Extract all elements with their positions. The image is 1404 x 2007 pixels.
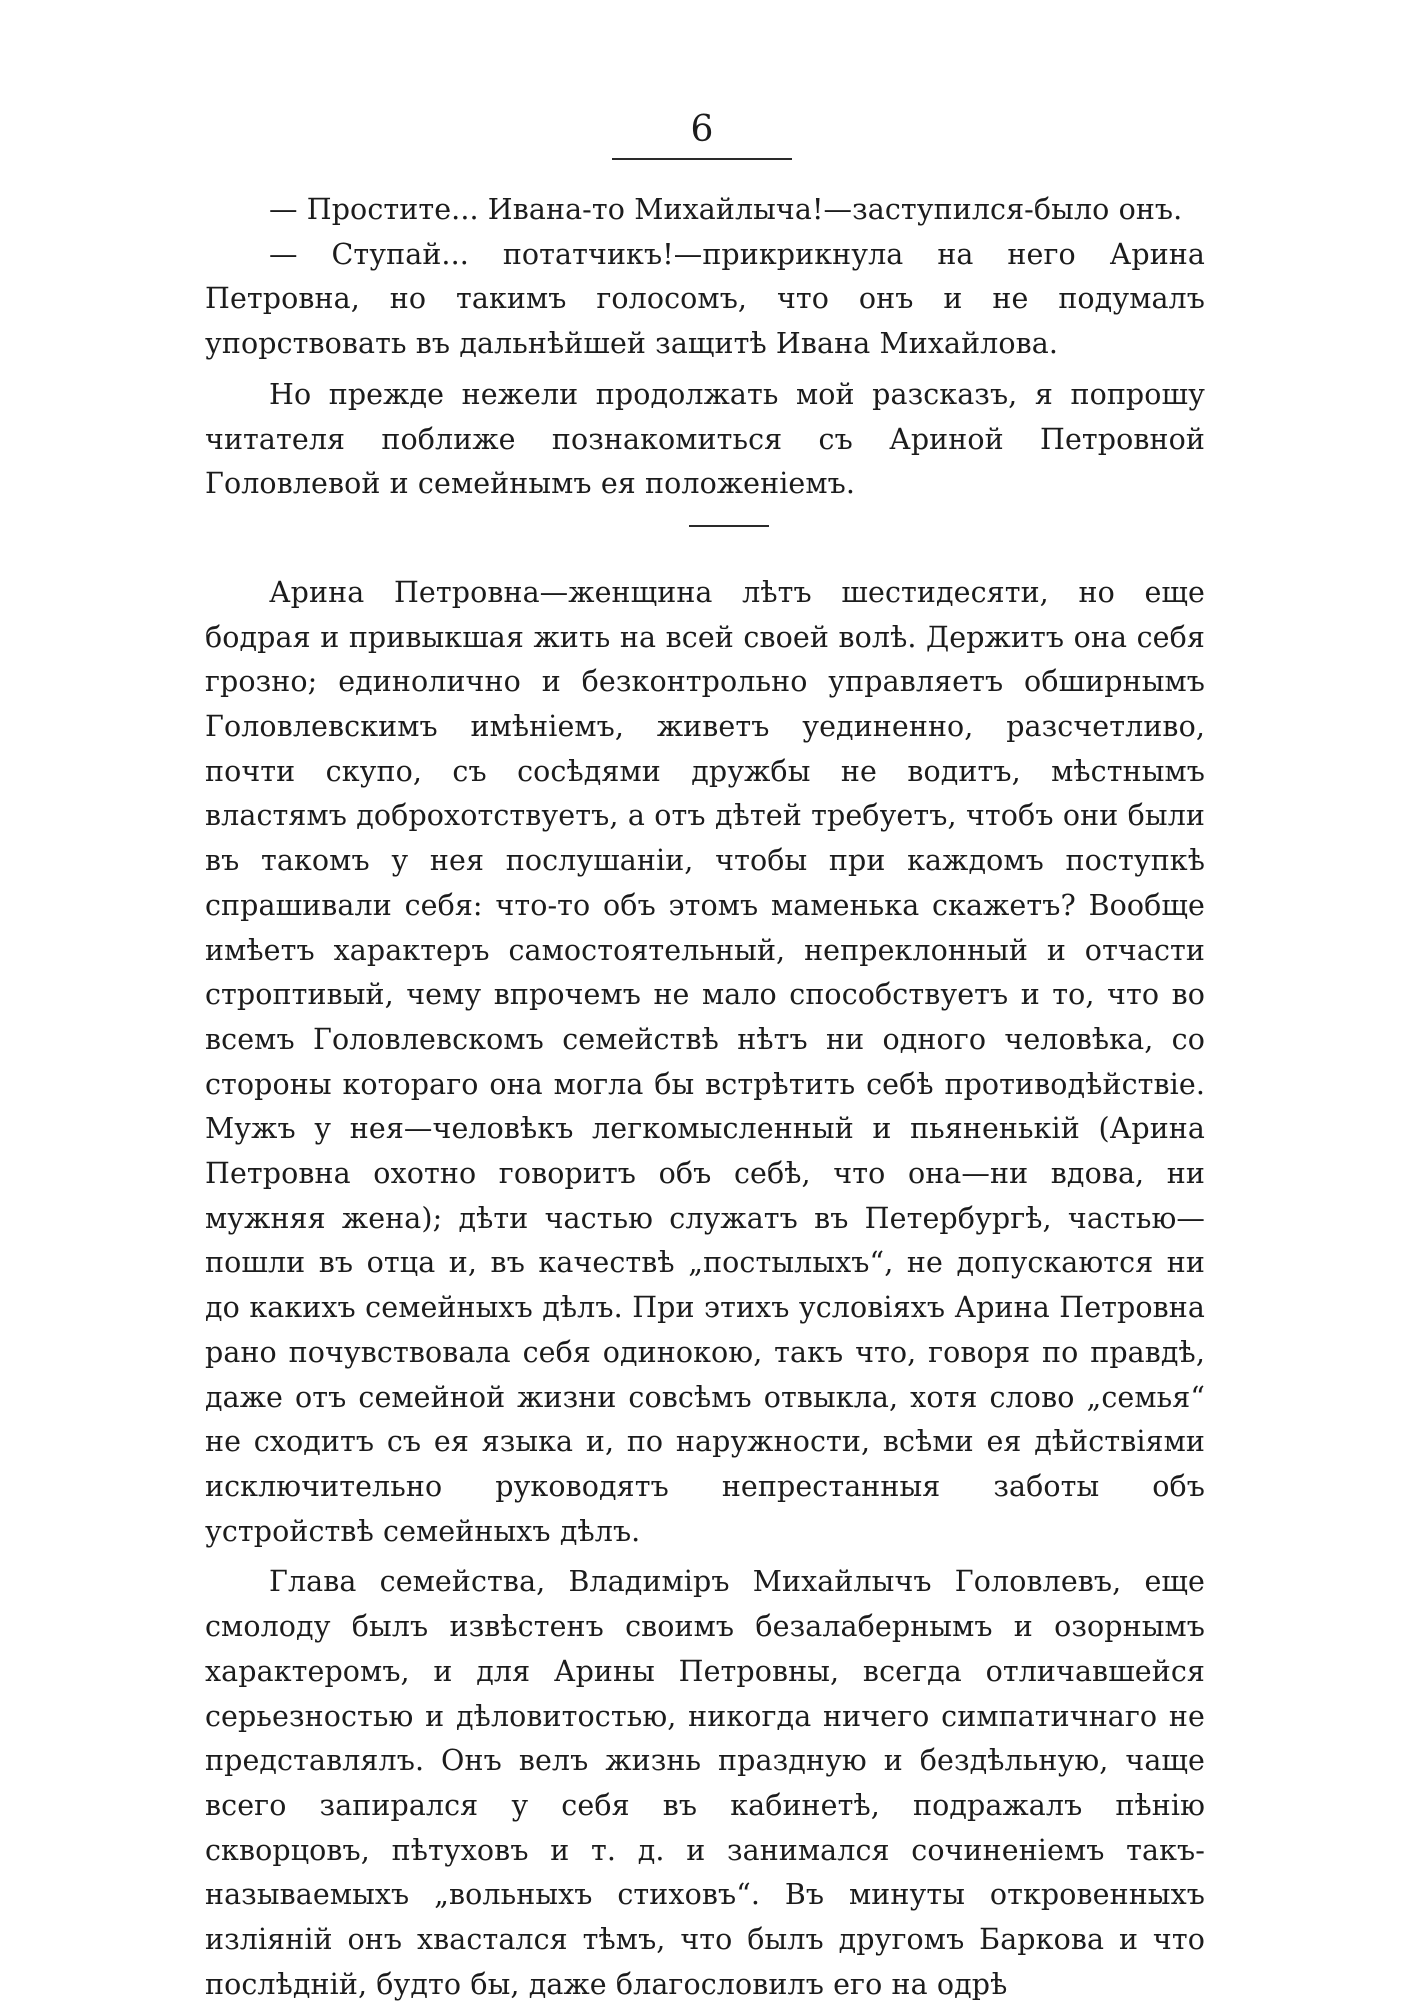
paragraph-4: Арина Петровна—женщина лѣтъ шестидесяти, но еще бодрая и привыкшая жить на всей своей волѣ. Держитъ она себя грозно; единолично и безконтрольно управляетъ обширнымъ Головлевскимъ имѣніемъ, живетъ уединенно, разсчетливо, почти скупо, съ сосѣдями дружбы не водитъ, мѣстнымъ властямъ доброхотствуетъ, а отъ дѣтей требуетъ, чтобъ они были въ такомъ у нея послушаніи, чтобы при каждомъ поступкѣ спрашивали себя: что-то объ этомъ маменька скажетъ? Вообще имѣетъ характеръ самостоятельный, непреклонный и отчасти строптивый, чему впрочемъ не мало способствуетъ и то, что во всемъ Головлевскомъ семействѣ нѣтъ ни одного человѣка, со стороны котораго она могла бы встрѣтить себѣ противодѣйствіе. Мужъ у нея—человѣкъ легкомысленный и пьяненькій (Арина Петровна охотно говоритъ объ себѣ, что она—ни вдова, ни мужняя жена); дѣти частью служатъ въ Петербургѣ, частью—пошли въ отца и, въ качествѣ „постылыхъ“, не допускаются ни до какихъ семейныхъ дѣлъ. При этихъ условіяхъ Арина Петровна рано почувствовала себя одинокою, такъ что, говоря по правдѣ, даже отъ семейной жизни совсѣмъ отвыкла, хотя слово „семья“ не сходитъ съ ея языка и, по наружности, всѣми ея дѣйствіями исключительно руководятъ непрестанныя заботы объ устройствѣ семейныхъ дѣлъ. [205, 575, 1205, 1548]
header-rule [612, 158, 792, 160]
paragraph-1: — Простите... Ивана-то Михайлыча!—заступился-было онъ. [269, 193, 1183, 226]
page-text [205, 188, 1205, 2007]
page-number: 6 [690, 109, 714, 150]
paragraph-2: — Ступай... потатчикъ!—прикрикнула на него Арина Петровна, но такимъ голосомъ, что онъ и не подумалъ упорствовать въ дальнѣйшей защитѣ Ивана Михайлова. [205, 237, 1205, 361]
section-break-rule [689, 525, 769, 527]
paragraph-3: Но прежде нежели продолжать мой разсказъ, я попрошу читателя поближе познакомиться съ Ариной Петровной Головлевой и семейнымъ ея положеніемъ. [205, 377, 1205, 501]
paragraph-5: Глава семейства, Владиміръ Михайлычъ Головлевъ, еще смолоду былъ извѣстенъ своимъ безалабернымъ и озорнымъ характеромъ, и для Арины Петровны, всегда отличавшейся серьезностью и дѣловитостью, никогда ничего симпатичнаго не представлялъ. Онъ велъ жизнь праздную и бездѣльную, чаще всего запирался у себя въ кабинетѣ, подражалъ пѣнію скворцовъ, пѣтуховъ и т. д. и занимался сочиненіемъ такъ-называемыхъ „вольныхъ стиховъ“. Въ минуты откровенныхъ изліяній онъ хвастался тѣмъ, что былъ другомъ Баркова и что послѣдній, будто бы, даже благословилъ его на одрѣ [205, 1565, 1205, 2001]
